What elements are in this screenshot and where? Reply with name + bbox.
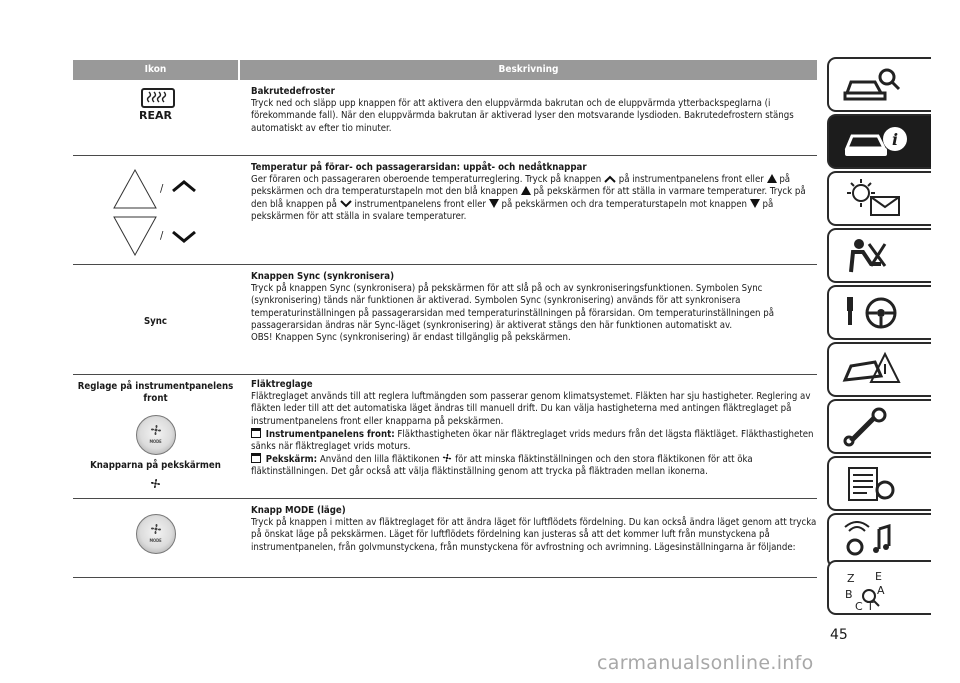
chevron-down-icon — [340, 200, 352, 208]
row-title: Knapp MODE (läge) — [251, 505, 346, 516]
table-row-fan: Reglage på instrumentpanelens front MODE Knapparna på pekskärmen Fläktreglage Fläktreglaget används till att reglera luftmängden som passerar genom klimatsystemet. Fläkten har sju hastigheter. Reglering av fläkten leder till att det automatiska läget ändras till manuell drift. Du kan välja hastigheterna med antingen fläktreglaget på instrumentpanelens front eller knapparna på pekskärmen. Instrumentpanelens front: Fläkthastigheten ökar när fläktreglaget vrids medurs från det lägsta fläktläget. Fläkthastigheten sänks när fläktreglaget vrids moturs. Pekskärm: Använd den lilla fläktikonen för att minska fläktinställningen och den stora fläktikonen för att öka fläktinställningen. Det går också att välja fläktinställning genom att trycka på fläktraden mellan ikonerna. — [73, 375, 817, 499]
tab-starting-driving[interactable] — [827, 285, 931, 340]
row-note: OBS! Knappen Sync (synkronisering) är endast tillgänglig på pekskärmen. — [251, 332, 571, 344]
table-row-sync — [73, 265, 817, 375]
index-letters-icon — [841, 568, 911, 614]
index-letter: A — [877, 584, 885, 597]
table-row-mode — [73, 499, 817, 578]
slash-separator: / — [160, 182, 164, 195]
fan-icon — [442, 453, 452, 463]
row-body: Fläktreglaget används till att reglera luftmängden som passerar genom klimatsystemet. Fläkten har sju hastigheter. Reglering av fläkten leder till att det automatiska läget ändras till manuell drift. Du kan välja hastigheterna med antingen fläktreglaget på instrumentpanelens front eller knapparna på pekskärmen. — [251, 391, 811, 427]
screen-icon — [251, 453, 261, 463]
multimedia-icon — [841, 521, 911, 561]
tab-emergency[interactable] — [827, 342, 931, 397]
tab-car-info[interactable] — [827, 114, 931, 169]
watermark: carmanualsonline.info — [597, 652, 814, 674]
specs-list-icon — [841, 464, 911, 504]
fan-mode-knob — [136, 415, 176, 455]
triangle-up-icon — [767, 174, 777, 183]
row-title: Temperatur på förar- och passagerarsidan: uppåt- och nedåtknappar — [251, 162, 587, 173]
dash-controls-label: Reglage på instrumentpanelens front — [77, 381, 234, 405]
tools-steering-icon — [841, 293, 911, 333]
warning-lights-icon — [841, 179, 911, 219]
table-row-rear-defroster — [73, 80, 817, 156]
chevron-up-icon — [604, 175, 616, 183]
index-letter: E — [875, 570, 882, 583]
tab-warning-lights[interactable] — [827, 171, 931, 226]
mode-label: MODE — [149, 538, 162, 543]
tab-index[interactable] — [827, 560, 931, 615]
index-letter: B — [845, 588, 853, 601]
tab-car-search[interactable] — [827, 57, 931, 112]
airbag-seat-icon — [841, 236, 911, 276]
triangle-down-icon — [750, 199, 760, 208]
row-title: Fläktreglage — [251, 379, 313, 390]
temp-up-triangle-icon — [113, 169, 157, 209]
row-title: Knappen Sync (synkronisera) — [251, 271, 395, 282]
triangle-down-icon — [489, 199, 499, 208]
rear-label: REAR — [139, 109, 172, 122]
fan-icon — [149, 522, 163, 536]
index-letter: Z — [847, 572, 855, 585]
header-icon: Ikon — [73, 60, 240, 80]
header-description: Beskrivning — [498, 64, 559, 75]
temp-down-triangle-icon — [113, 216, 157, 256]
slash-separator: / — [160, 229, 164, 242]
page-number: 45 — [830, 627, 848, 643]
screen-icon — [251, 428, 261, 438]
chevron-up-icon — [171, 179, 197, 193]
tab-technical-data[interactable] — [827, 456, 931, 511]
chevron-down-icon — [171, 230, 197, 244]
row-body: Tryck på knappen i mitten av fläktreglaget för att ändra läget för luftflödets fördelning. Du kan också ändra läget genom att trycka på önskat läge på pekskärmen. Läget för luftflödets fördelning kan justeras så att det kommer luft från munstyckena på instrumentpanelen, från golvmunstyckena, från munstyckena för avfrostning och avrimning. Lägesinställningarna är följande: — [251, 517, 817, 553]
fan-icon — [150, 478, 161, 489]
fan-mode-knob — [136, 514, 176, 554]
car-search-icon — [841, 65, 911, 105]
svg-text:i: i — [891, 130, 899, 149]
triangle-up-icon — [521, 186, 531, 195]
car-info-icon — [841, 122, 921, 162]
sync-label: Sync — [143, 316, 168, 327]
wrench-icon — [841, 407, 911, 447]
tab-service[interactable] — [827, 399, 931, 454]
index-letter: C — [855, 600, 863, 613]
index-letter: T — [867, 600, 874, 613]
table-row-temperature: / / Temperatur på förar- och passagerarsidan: uppåt- och nedåtknappar Ger föraren och passageraren oberoende temperaturreglering. Tryck på knappen på instrumentpanelens front eller på pekskärmen och dra temperaturstapeln mot den blå knappen på pekskärmen för att ställa in varmare temperaturer. Tryck på den blå knappen på instrumentpanelens front eller på pekskärmen och dra temperaturstapeln mot knappen på pekskärmen för att ställa in svalare temperaturer. — [73, 156, 817, 265]
touchscreen-buttons-label: Knapparna på pekskärmen — [90, 460, 221, 472]
row-body: Tryck på knappen Sync (synkronisera) på pekskärmen för att slå på och av synkroniseringsfunktionen. Symbolen Sync (synkronisering) tänds när funktionen är aktiverad. Symbolen Sync (synkronisering) används för att synkronisera temperaturinställningen på passagerarsidan med temperaturinställningen på förarsidan. Om temperaturinställningen på passagerarsidan ändras när Sync-läget (synkronisering) är aktiverat stängs den här funktionen automatiskt av. — [251, 283, 775, 331]
content-table — [73, 60, 817, 578]
fan-icon — [149, 423, 163, 437]
mode-label: MODE — [149, 439, 162, 445]
row-title: Bakrutedefroster — [251, 86, 335, 97]
rear-defrost-icon — [141, 88, 175, 108]
table-header — [73, 60, 817, 80]
tab-safety[interactable] — [827, 228, 931, 283]
car-crash-icon — [841, 350, 911, 390]
row-body: Tryck ned och släpp upp knappen för att aktivera den eluppvärmda bakrutan och de eluppvärmda ytterbackspeglarna (i förekommande fall). När den eluppvärmda bakrutan är aktiverad lyser den motsvarande lysdioden. Bakrutedefrostern stängs automatiskt av efter tio minuter. — [251, 98, 794, 134]
